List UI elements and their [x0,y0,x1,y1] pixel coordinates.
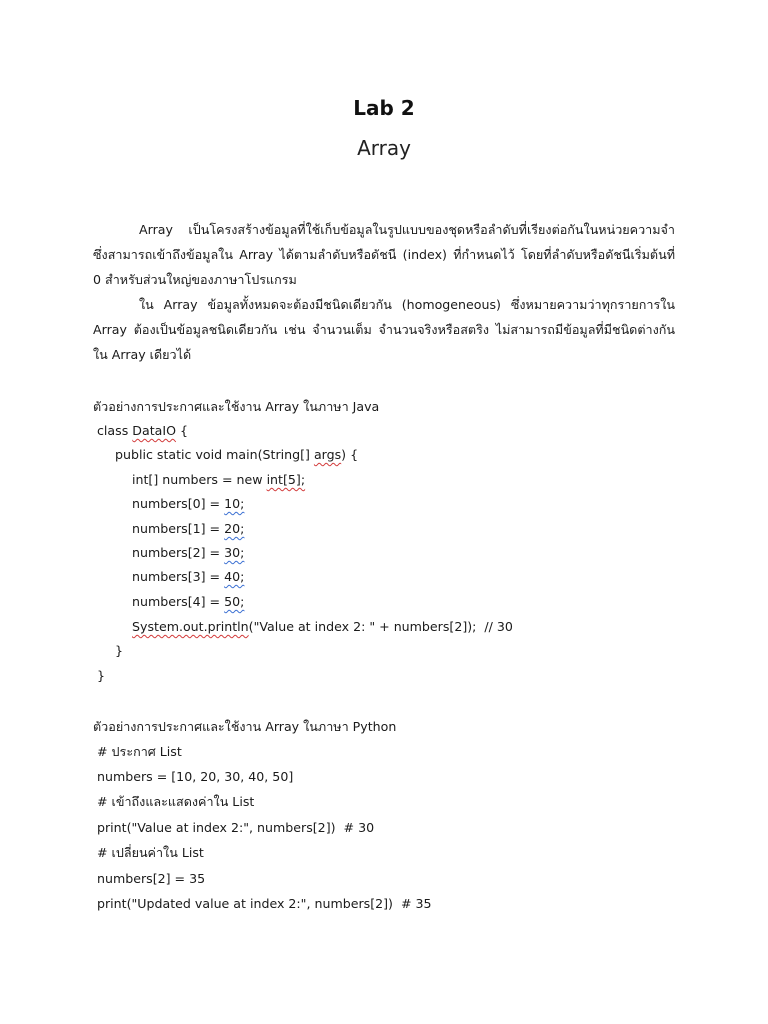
code-token: numbers[0] = [132,496,225,511]
code-token: ("Value at index 2: " + numbers[2]); // 30 [248,619,513,634]
code-token-spellcheck: args [313,447,342,462]
java-code-line [132,494,244,514]
code-token: int[] numbers = new [132,472,267,487]
java-code-line [132,592,244,612]
java-code-line [132,543,244,563]
code-token: numbers[2] = [132,545,225,560]
code-token-spellcheck: int[5]; [266,472,306,487]
code-token-grammar: 40; [224,569,245,584]
java-example-heading: ตัวอย่างการประกาศและใช้งาน Array ในภาษา Java [93,399,380,414]
java-code-line: } [115,643,124,658]
intro-paragraph-2: ใน Array ข้อมูลทั้งหมดจะต้องมีชนิดเดียวกัน (homogeneous) ซึ่งหมายความว่าทุกรายการใน Array ต้องเป็นข้อมูลชนิดเดียวกัน เช่น จำนวนเต็ม จำนวนจริงหรือสตริง ไม่สามารถมีข้อมูลที่มีชนิดต่างกันใน Array เดียวได้ [93,297,675,362]
code-token: numbers[3] = [132,569,225,584]
code-token: numbers[1] = [132,521,225,536]
java-code-line: } [97,668,106,683]
intro-paragraph-1: Array เป็นโครงสร้างข้อมูลที่ใช้เก็บข้อมูลในรูปแบบของชุดหรือลำดับที่เรียงต่อกันในหน่วยความจำ ซึ่งสามารถเข้าถึงข้อมูลใน Array ได้ตามลำดับหรือดัชนี (index) ที่กำหนดไว้ โดยที่ลำดับหรือดัชนีเริ่มต้นที่ 0 สำหรับส่วนใหญ่ของภาษาโปรแกรม [93,222,675,287]
java-code-line [132,519,244,539]
java-code-line [97,421,188,441]
page-title: Lab 2 [353,96,415,120]
code-token: class [97,423,133,438]
code-token: numbers[4] = [132,594,225,609]
python-code-line: # ประกาศ List [97,744,182,759]
python-example-heading: ตัวอย่างการประกาศและใช้งาน Array ในภาษา Python [93,719,397,734]
code-token-spellcheck: DataIO [132,423,176,438]
java-code-line [132,567,244,587]
code-token: ) { [341,447,359,462]
page-subtitle: Array [357,136,411,160]
java-code-line [132,617,513,637]
python-code-line: print("Updated value at index 2:", numbers[2]) # 35 [97,896,432,911]
code-token-grammar: 50; [224,594,245,609]
code-token: public static void main(String[] [115,447,314,462]
java-code-line [115,445,358,465]
python-code-line: print("Value at index 2:", numbers[2]) # 30 [97,820,375,835]
python-code-line: # เปลี่ยนค่าใน List [97,845,204,860]
python-code-line: # เข้าถึงและแสดงค่าใน List [97,794,255,809]
code-token-spellcheck: System.out.println [132,619,249,634]
code-token-grammar: 10; [224,496,245,511]
java-code-line [132,470,305,490]
code-token-grammar: 30; [224,545,245,560]
code-token-grammar: 20; [224,521,245,536]
python-code-line: numbers = [10, 20, 30, 40, 50] [97,769,294,784]
code-token: { [175,423,189,438]
python-code-line: numbers[2] = 35 [97,871,206,886]
